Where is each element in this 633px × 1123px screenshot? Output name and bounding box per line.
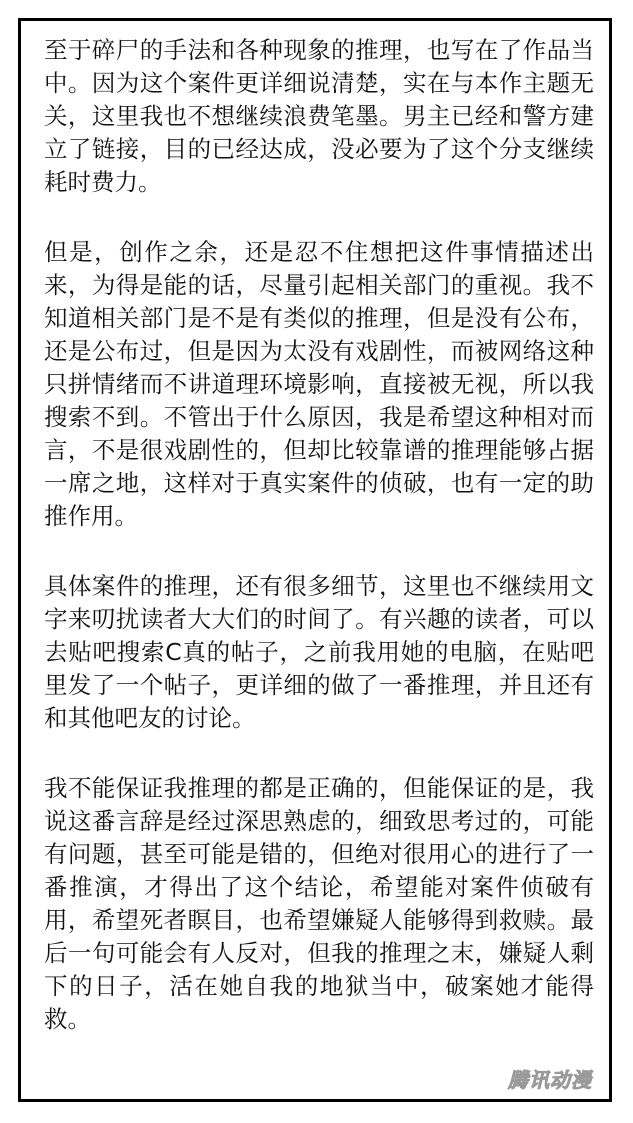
paragraph-4: 我不能保证我推理的都是正确的，但能保证的是，我说这番言辞是经过深思熟虑的，细致思考过的，可能有问题，甚至可能是错的，但绝对很用心的进行了一番推演，才得出了这个结论，希望能对案件侦破有用，希望死者瞑目，也希望嫌疑人能够得到救赎。最后一句可能会有人反对，但我的推理之末，嫌疑人剩下的日子，活在她自我的地狱当中，破案她才能得救。 xyxy=(44,774,594,1033)
paragraph-3: 具体案件的推理，还有很多细节，这里也不继续用文字来叨扰读者大大们的时间了。有兴趣的读者，可以去贴吧搜索C真的帖子，之前我用她的电脑，在贴吧里发了一个帖子，更详细的做了一番推理，并且还有和其他吧友的讨论。 xyxy=(44,572,594,732)
watermark-logo xyxy=(497,1063,603,1093)
text-body xyxy=(44,34,594,1073)
paragraph-1: 至于碎尸的手法和各种现象的推理，也写在了作品当中。因为这个案件更详细说清楚，实在与本作主题无关，这里我也不想继续浪费笔墨。男主已经和警方建立了链接，目的已经达成，没必要为了这个分支继续耗时费力。 xyxy=(44,36,594,196)
page-frame xyxy=(18,18,612,1102)
watermark-text: 腾讯动漫 xyxy=(508,1067,592,1092)
paragraph-2: 但是，创作之余，还是忍不住想把这件事情描述出来，为得是能的话，尽量引起相关部门的重视。我不知道相关部门是不是有类似的推理，但是没有公布，还是公布过，但是因为太没有戏剧性，而被网络这种只拼情绪而不讲道理环境影响，直接被无视，所以我搜索不到。不管出于什么原因，我是希望这种相对而言，不是很戏剧性的，但却比较靠谱的推理能够占据一席之地，这样对于真实案件的侦破，也有一定的助推作用。 xyxy=(44,238,594,530)
